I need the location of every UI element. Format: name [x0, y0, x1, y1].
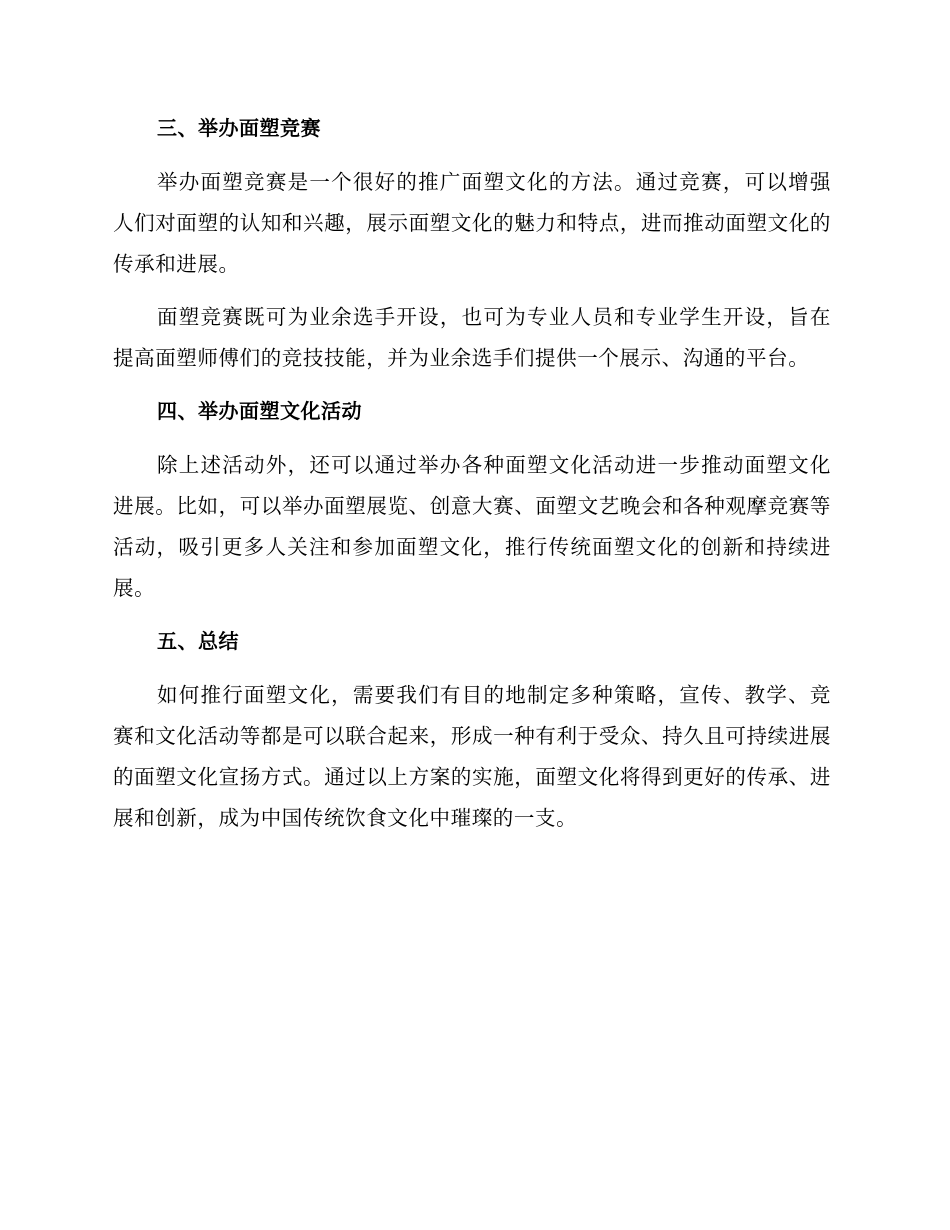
paragraph-activities: 除上述活动外，还可以通过举办各种面塑文化活动进一步推动面塑文化进展。比如，可以举办面塑展览、创意大赛、面塑文艺晚会和各种观摩竞赛等活动，吸引更多人关注和参加面塑文化，推行传统面塑文化的创新和持续进展。: [113, 453, 831, 600]
paragraph-competition-intro: 举办面塑竞赛是一个很好的推广面塑文化的方法。通过竞赛，可以增强人们对面塑的认知和兴趣，展示面塑文化的魅力和特点，进而推动面塑文化的传承和进展。: [113, 170, 831, 276]
section-heading-summary: 五、总结: [157, 629, 239, 653]
paragraph-competition-detail: 面塑竞赛既可为业余选手开设，也可为专业人员和专业学生开设，旨在提高面塑师傅们的竞技技能，并为业余选手们提供一个展示、沟通的平台。: [113, 305, 831, 370]
section-heading-competition: 三、举办面塑竞赛: [157, 116, 321, 140]
section-heading-activities: 四、举办面塑文化活动: [157, 399, 362, 423]
document-page: [113, 108, 831, 839]
paragraph-summary: 如何推行面塑文化，需要我们有目的地制定多种策略，宣传、教学、竞赛和文化活动等都是可以联合起来，形成一种有利于受众、持久且可持续进展的面塑文化宣扬方式。通过以上方案的实施，面塑文化将得到更好的传承、进展和创新，成为中国传统饮食文化中璀璨的一支。: [113, 683, 831, 830]
